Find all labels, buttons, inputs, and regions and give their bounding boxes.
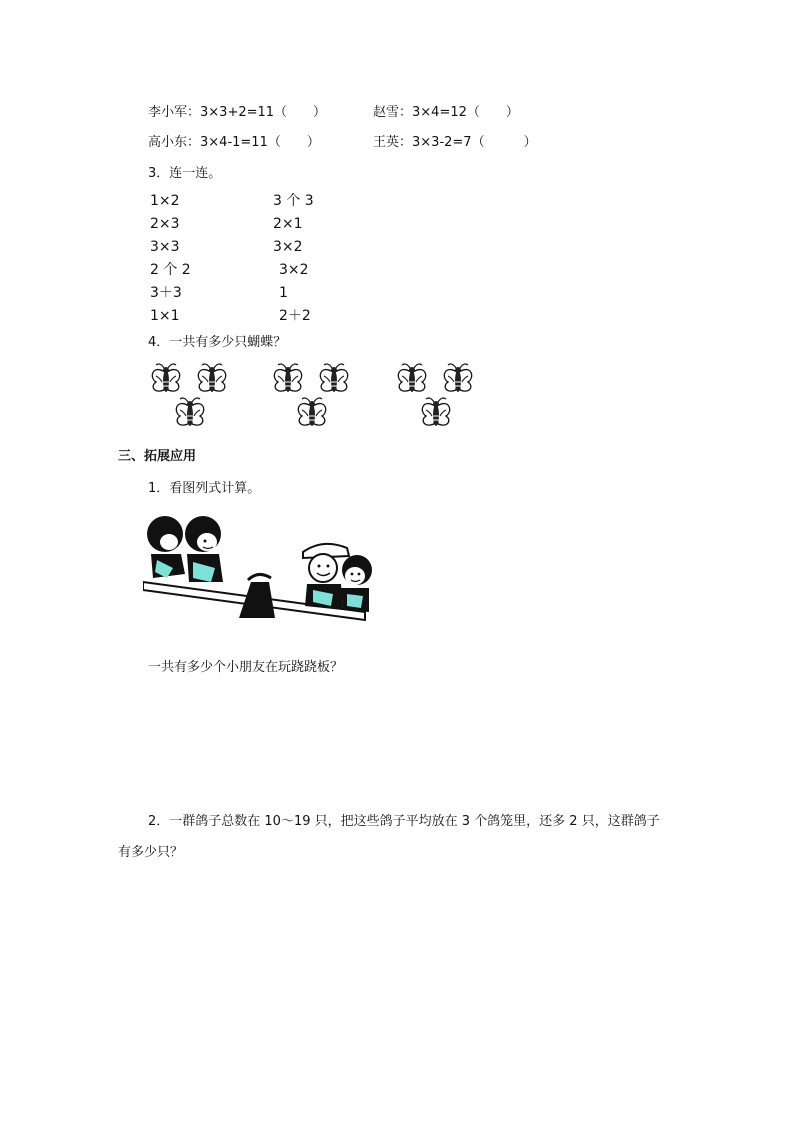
q1-question: 一共有多少个小朋友在玩跷跷板？ [148, 660, 344, 675]
butterfly [198, 364, 225, 392]
match-right-1[interactable]: 3 个 3 [273, 193, 314, 209]
butterfly [320, 364, 347, 392]
butterfly [398, 364, 425, 392]
q2-line2: 有多少只？ [118, 845, 184, 860]
match-right-4[interactable]: 3×2 [279, 262, 309, 278]
match-left-6[interactable]: 1×1 [150, 308, 180, 324]
seesaw-picture [143, 512, 373, 624]
q1-title: 1．看图列式计算。 [148, 481, 261, 496]
match-right-3[interactable]: 3×2 [273, 239, 303, 255]
butterfly [422, 398, 449, 426]
student-expression: 3×4-1=11（ ） [200, 135, 320, 150]
match-left-1[interactable]: 1×2 [150, 193, 180, 209]
student-name: 高小东： [148, 135, 201, 150]
butterflies-picture [140, 360, 500, 440]
answer-zhao-xue [373, 105, 519, 121]
student-expression: 3×3+2=11（ ） [200, 105, 327, 120]
student-name: 赵雪： [373, 105, 413, 120]
answer-gao-xiaodong [148, 135, 320, 151]
butterfly [274, 364, 301, 392]
match-left-5[interactable]: 3＋3 [150, 285, 182, 301]
q4-title: 4．一共有多少只蝴蝶？ [148, 335, 287, 350]
answer-li-xiaojun [148, 105, 326, 121]
q3-title: 3．连一连。 [148, 166, 222, 181]
match-right-5[interactable]: 1 [279, 285, 288, 301]
answer-wang-ying [373, 135, 537, 151]
butterfly [298, 398, 325, 426]
match-left-4[interactable]: 2 个 2 [150, 262, 191, 278]
q2-line1: 2．一群鸽子总数在 10～19 只，把这些鸽子平均放在 3 个鸽笼里，还多 2 只，这群鸽子 [148, 814, 660, 829]
match-right-6[interactable]: 2＋2 [279, 308, 311, 324]
student-name: 王英： [373, 135, 413, 150]
student-name: 李小军： [148, 105, 201, 120]
match-right-2[interactable]: 2×1 [273, 216, 303, 232]
section-heading: 三、拓展应用 [118, 449, 197, 464]
match-left-3[interactable]: 3×3 [150, 239, 180, 255]
butterfly [176, 398, 203, 426]
butterfly [152, 364, 179, 392]
student-expression: 3×3-2=7（ ） [412, 135, 537, 150]
match-left-2[interactable]: 2×3 [150, 216, 180, 232]
butterfly [444, 364, 471, 392]
student-expression: 3×4=12（ ） [412, 105, 519, 120]
